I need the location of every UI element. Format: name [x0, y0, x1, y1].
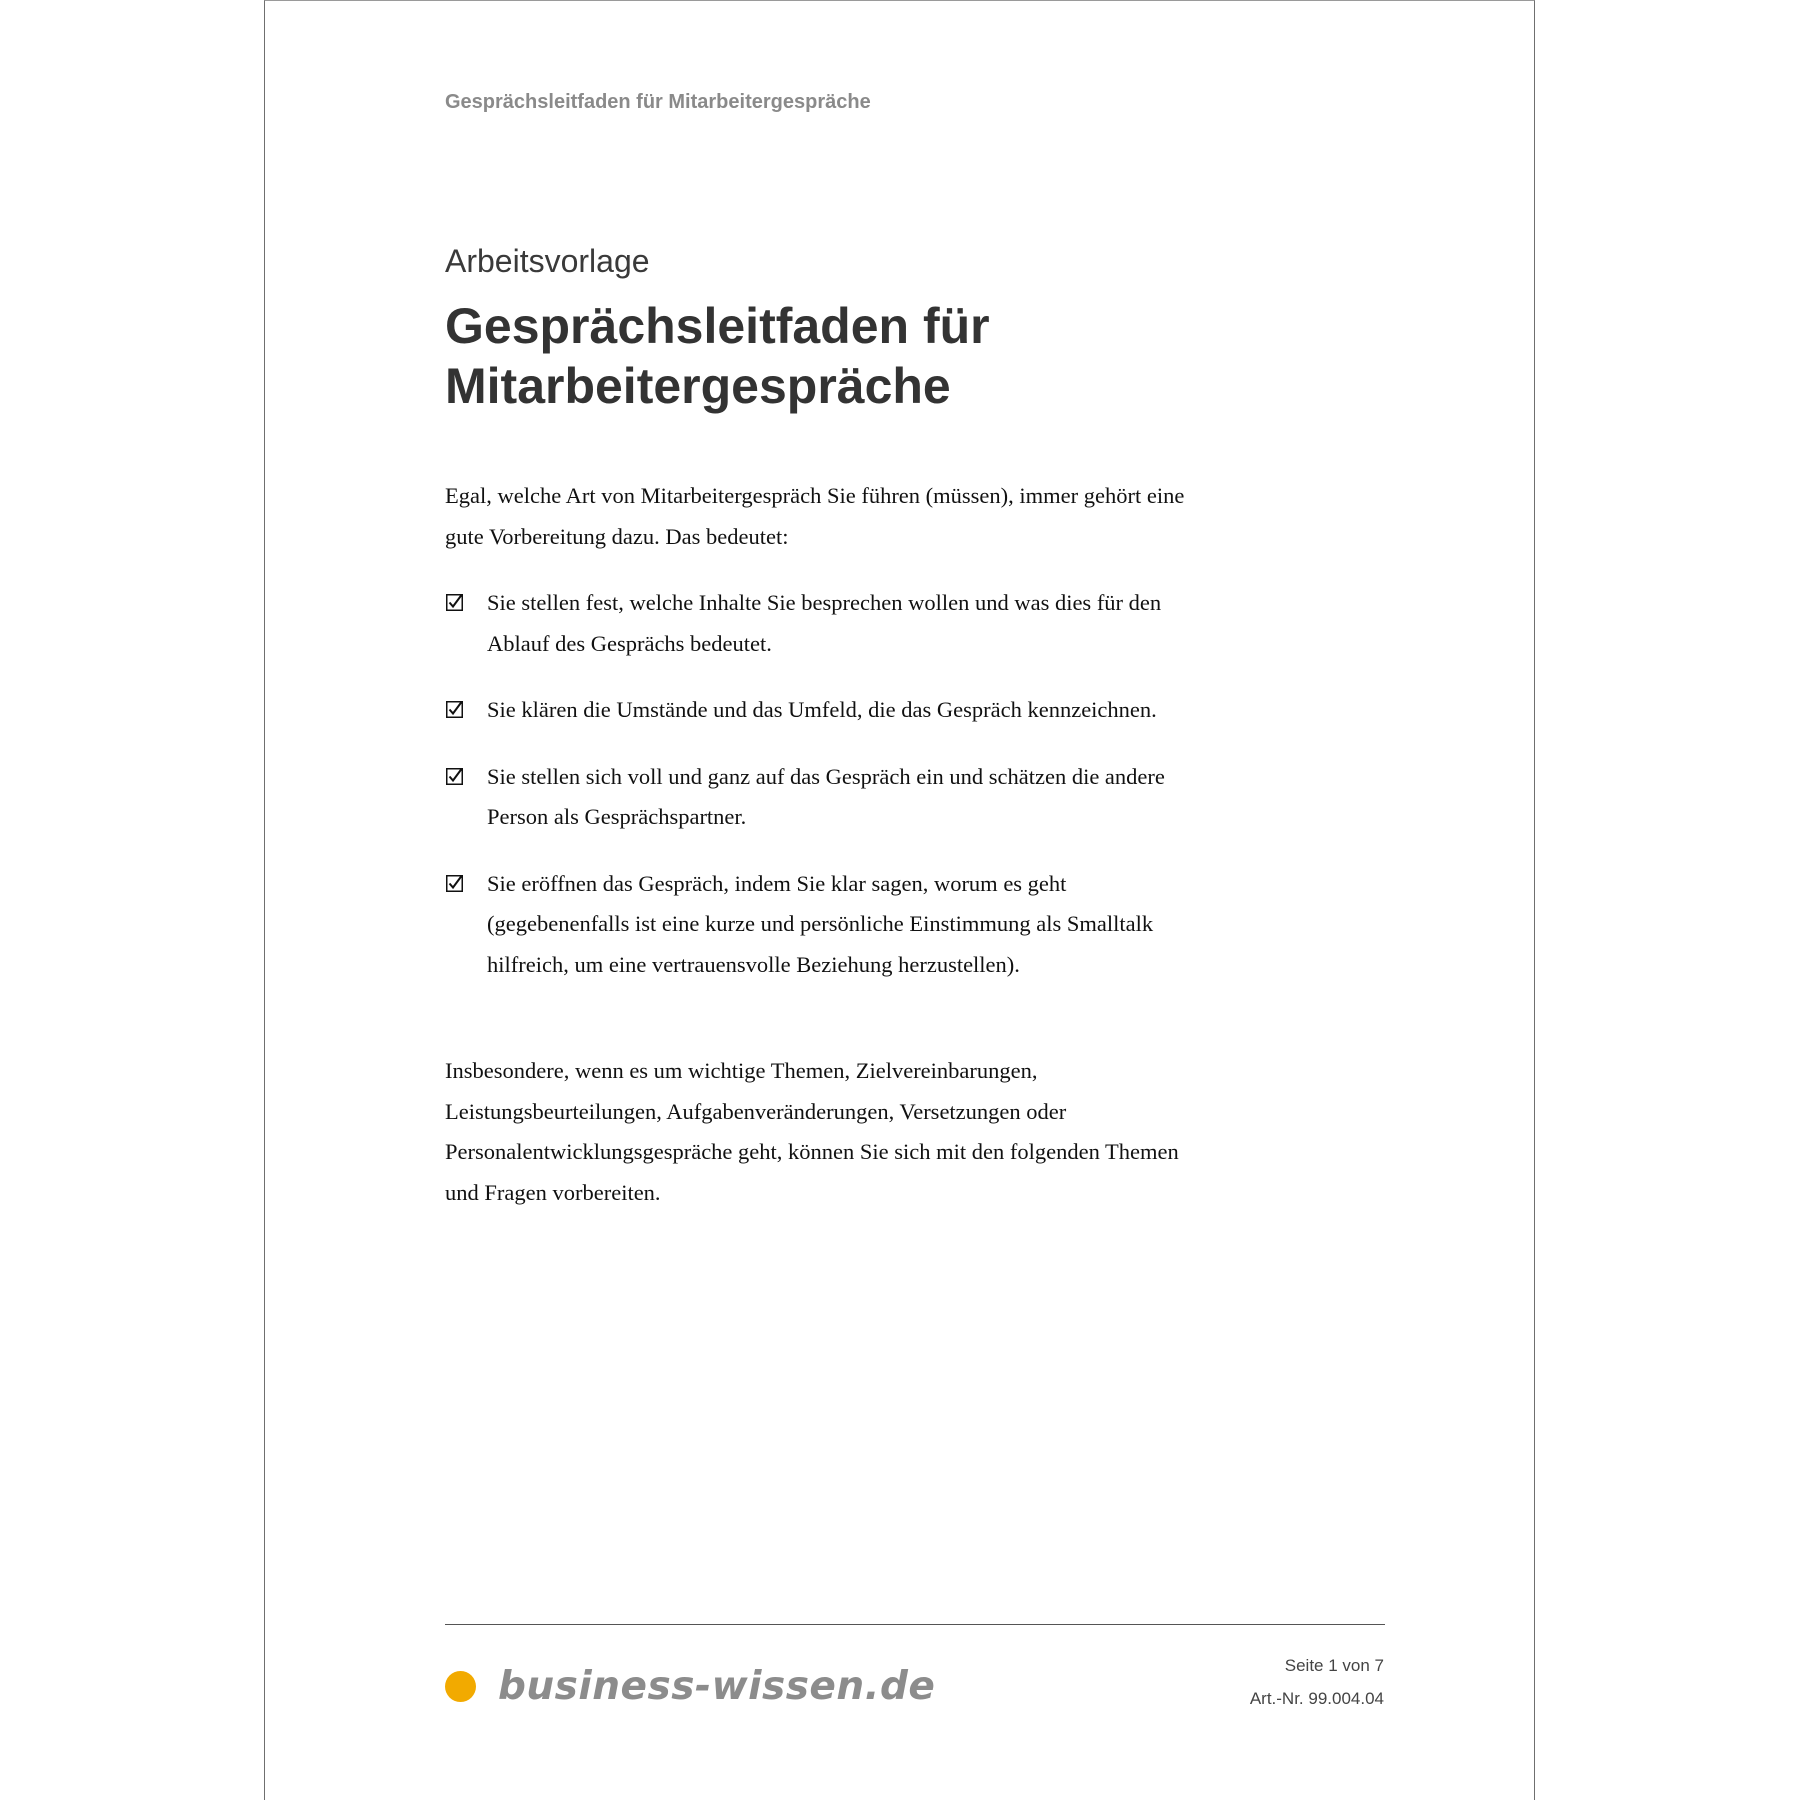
checklist-item	[445, 690, 1205, 731]
closing-paragraph: Insbesondere, wenn es um wichtige Themen, Zielvereinbarungen, Leistungsbeurteilungen, Aufgabenveränderungen, Versetzungen oder Personalentwicklungsgespräche geht, können Sie sich mit den folgenden Themen und Fragen vorbereiten.	[445, 1058, 1179, 1205]
checklist-item-text: Sie klären die Umstände und das Umfeld, die das Gespräch kennzeichnen.	[487, 697, 1157, 722]
checked-box-icon	[446, 875, 463, 892]
checklist-item	[445, 864, 1205, 986]
checked-box-icon	[446, 701, 463, 718]
document-title-line: Mitarbeitergespräche	[445, 358, 951, 414]
footer-meta	[1250, 1649, 1384, 1715]
checklist-item	[445, 583, 1205, 664]
document-type-label: Arbeitsvorlage	[445, 243, 650, 279]
preparation-checklist	[445, 583, 1205, 1011]
running-header: Gesprächsleitfaden für Mitarbeitergespräche	[445, 91, 871, 113]
checklist-item-text: Sie eröffnen das Gespräch, indem Sie klar sagen, worum es geht (gegebenenfalls ist eine kurze und persönliche Einstimmung als Smalltalk hilfreich, um eine vertrauensvolle Beziehung herzustellen).	[487, 870, 1154, 977]
intro-paragraph: Egal, welche Art von Mitarbeitergespräch Sie führen (müssen), immer gehört eine gute Vorbereitung dazu. Das bedeutet:	[445, 483, 1185, 549]
checked-box-icon	[446, 768, 463, 785]
checked-box-icon	[446, 594, 463, 611]
document-title-line: Gesprächsleitfaden für	[445, 298, 990, 354]
document-page	[264, 0, 1535, 1800]
checklist-item-text: Sie stellen fest, welche Inhalte Sie besprechen wollen und was dies für den Ablauf des Gesprächs bedeutet.	[487, 590, 1162, 656]
checklist-item-text: Sie stellen sich voll und ganz auf das Gespräch ein und schätzen die andere Person als Gesprächspartner.	[487, 763, 1165, 829]
article-number: Art.-Nr. 99.004.04	[1249, 1689, 1384, 1708]
footer-divider	[445, 1624, 1385, 1625]
checklist-item	[445, 757, 1205, 838]
logo-dot-icon	[445, 1671, 476, 1702]
page-number: Seite 1 von 7	[1284, 1656, 1384, 1675]
document-title	[445, 296, 990, 416]
logo-wordmark: business-wissen.de	[498, 1664, 936, 1709]
